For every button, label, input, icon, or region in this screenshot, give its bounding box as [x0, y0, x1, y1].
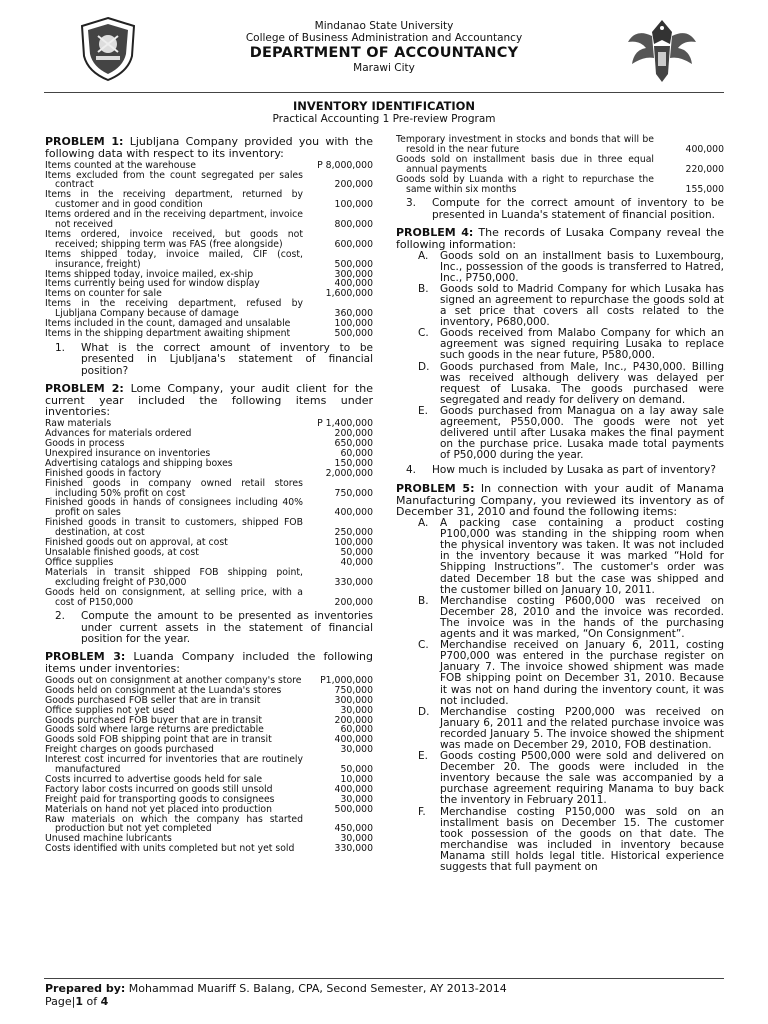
document-title-block [0, 100, 768, 125]
item-amount: 750,000 [334, 684, 373, 696]
table-row [45, 299, 373, 319]
item-description: Freight paid for transporting goods to consignees [45, 793, 275, 805]
item-description: Goods sold FOB shipping point that are in transit [45, 734, 272, 746]
item-amount: 360,000 [334, 308, 373, 320]
item-amount: 400,000 [334, 734, 373, 746]
item-amount: 300,000 [334, 268, 373, 280]
item-amount: 500,000 [334, 258, 373, 270]
item-amount: 750,000 [334, 487, 373, 499]
item-amount: 30,000 [340, 704, 373, 716]
item-description: Raw materials on which the company has started production but not yet completed [45, 813, 303, 835]
prepared-by: Prepared by: Mohammad Muariff S. Balang, CPA, Second Semester, AY 2013-2014 [45, 982, 507, 995]
item-amount: 100,000 [334, 318, 373, 330]
item-description: Goods purchased FOB buyer that are in transit [45, 714, 262, 726]
item-amount: 50,000 [340, 764, 373, 776]
table-row [45, 210, 373, 230]
item-amount: 600,000 [334, 238, 373, 250]
item-description: Costs identified with units completed but not yet sold [45, 843, 295, 855]
item-amount: 300,000 [334, 694, 373, 706]
table-row [396, 155, 724, 175]
item-amount: 1,600,000 [325, 288, 373, 300]
problem-1-intro: PROBLEM 1: Ljubljana Company provided you with the following data with respect to its inventory: [45, 135, 373, 160]
list-item [406, 640, 724, 707]
problem-4-question: 4. How much is included by Lusaka as part of inventory? [406, 464, 716, 477]
right-column [396, 134, 724, 873]
item-amount: 40,000 [340, 556, 373, 568]
item-description: Goods sold on installment basis due in three equal annual payments [396, 153, 654, 175]
item-description: Raw materials [45, 418, 112, 430]
list-item-text: Merchandise costing P600,000 was received on December 28, 2010 and the invoice was recorded. The invoice was in the hands of the purchasing agents and it was marked, “On Consignment”. [440, 594, 724, 641]
list-item-text: Goods purchased from Male, Inc., P430,000. Billing was received although delivery was delayed per request of Lusaka. The goods purchased were segregated and ready for delivery on demand. [440, 360, 724, 406]
city-name: Marawi City [353, 62, 415, 74]
table-row [45, 329, 373, 339]
list-item-letter: D. [418, 705, 430, 718]
table-row [45, 568, 373, 588]
item-amount: 30,000 [340, 793, 373, 805]
item-amount: P 8,000,000 [317, 159, 373, 171]
problem-3-items-left [45, 676, 373, 854]
problem-3-intro: PROBLEM 3: Luanda Company included the following items under inventories: [45, 650, 374, 676]
list-item [406, 707, 724, 751]
item-amount: 60,000 [340, 724, 373, 736]
item-description: Goods out on consignment at another company's store [45, 674, 302, 686]
list-item [406, 362, 724, 406]
item-description: Items counted at the warehouse [45, 159, 196, 171]
item-description: Goods held on consignment at the Luanda's stores [45, 684, 282, 696]
item-amount: 2,000,000 [325, 467, 373, 479]
item-description: Items excluded from the count segregated per sales contract [45, 169, 303, 191]
list-item [406, 251, 724, 284]
list-item-letter: B. [418, 282, 429, 295]
item-amount: 330,000 [334, 843, 373, 855]
item-description: Finished goods in hands of consignees including 40% profit on sales [45, 497, 303, 519]
list-item-letter: E. [418, 750, 428, 763]
item-amount: 50,000 [340, 546, 373, 558]
list-item-letter: C. [418, 639, 429, 652]
item-description: Items in the receiving department, returned by customer and in good condition [45, 189, 303, 211]
list-item-text: Goods costing P500,000 were sold and delivered on December 20. The goods were included in the inventory because the sale was accompanied by a purchase agreement requiring Manama to buy back the inventory in February 2011. [440, 750, 724, 807]
item-amount: 100,000 [334, 537, 373, 549]
problem-2-intro: PROBLEM 2: Lome Company, your audit client for the current year included the following items under inventories: [45, 381, 373, 419]
table-row [45, 190, 373, 210]
table-row [45, 844, 373, 854]
item-description: Items in the shipping department awaiting shipment [45, 328, 291, 339]
list-item-letter: E. [418, 404, 428, 417]
list-item-text: Merchandise costing P150,000 was sold on an installment basis on December 15. The customer took possession of the goods on that date. The merchandise was included in inventory because Manama still holds legal title. Historical experience suggests that full payment on [440, 805, 724, 873]
list-item-letter: A. [418, 517, 429, 530]
problem-1-question: 1. What is the correct amount of inventory to be presented in Ljubljana's statement of financial position? [55, 341, 373, 377]
list-item-text: Goods purchased from Managua on a lay away sale agreement, P550,000. The goods were not yet delivered until after Lusaka makes the final payment on the purchase price. Lusaka made total payments of P50,000 during the year. [440, 404, 724, 462]
university-name: Mindanao State University [314, 20, 454, 32]
list-item [406, 751, 724, 806]
item-amount: P1,000,000 [320, 674, 373, 686]
item-description: Office supplies [45, 556, 114, 568]
item-amount: 10,000 [340, 773, 373, 785]
table-row [45, 588, 373, 608]
item-amount: 330,000 [334, 576, 373, 588]
item-amount: 200,000 [334, 596, 373, 608]
table-row [45, 755, 373, 775]
list-item-letter: A. [418, 249, 429, 262]
item-description: Factory labor costs incurred on goods still unsold [45, 783, 273, 795]
item-description: Temporary investment in stocks and bonds that will be resold in the near future [396, 134, 654, 155]
list-item-text: Goods sold to Madrid Company for which Lusaka has signed an agreement to repurchase the goods sold at a set price that covers all costs related to the inventory, P680,000. [440, 282, 724, 329]
item-description: Interest cost incurred for inventories that are routinely manufactured [45, 754, 303, 776]
problem-3-items-right [396, 135, 724, 194]
item-description: Finished goods in factory [45, 467, 162, 479]
item-description: Unused machine lubricants [45, 833, 172, 845]
item-description: Items shipped today, invoice mailed, ex-ship [45, 268, 254, 280]
item-amount: 100,000 [334, 199, 373, 211]
item-amount: 30,000 [340, 744, 373, 756]
list-item [406, 596, 724, 640]
item-amount: 800,000 [334, 219, 373, 231]
item-amount: 60,000 [340, 447, 373, 459]
item-description: Goods purchased FOB seller that are in transit [45, 694, 261, 706]
table-row [45, 479, 373, 499]
item-amount: 650,000 [334, 438, 373, 449]
list-item-letter: B. [418, 594, 429, 607]
table-row [45, 171, 373, 191]
table-row [396, 175, 724, 195]
item-description: Items in the receiving department, refused by Ljubljana Company because of damage [45, 298, 303, 320]
item-description: Office supplies not yet used [45, 704, 175, 716]
item-amount: 500,000 [334, 803, 373, 815]
table-row [45, 161, 373, 171]
left-column [45, 136, 373, 854]
item-amount: 400,000 [685, 143, 724, 155]
item-amount: 400,000 [334, 783, 373, 795]
table-row [45, 518, 373, 538]
list-item-text: A packing case containing a product costing P100,000 was standing in the shipping room when the physical inventory was taken. It was not included in the inventory because it was marked “Hold for Shipping Instructions”. The customer's order was dated December 18 but the case was shipped and the customer billed on January 10, 2011. [440, 517, 724, 596]
item-description: Items on counter for sale [45, 288, 162, 300]
table-row [45, 250, 373, 270]
problem-4-list [396, 251, 724, 462]
list-item [406, 328, 724, 361]
list-item-letter: F. [418, 805, 426, 818]
item-amount: P 1,400,000 [317, 418, 373, 430]
problem-5-intro: PROBLEM 5: In connection with your audit of Manama Manufacturing Company, you reviewed its inventory as of December 31, 2010 and found the following items: [396, 481, 725, 519]
item-description: Goods sold where large returns are predictable [45, 724, 264, 736]
item-amount: 450,000 [334, 823, 373, 835]
item-description: Goods in process [45, 438, 125, 449]
list-item [406, 518, 724, 596]
item-description: Unexpired insurance on inventories [45, 447, 211, 459]
list-item-letter: D. [418, 360, 430, 373]
list-item-text: Merchandise costing P200,000 was received on January 6, 2011 and the related purchase invoice was recorded January 5. The invoice showed the shipment was made on December 29, 2010, FOB destination. [440, 705, 724, 751]
item-description: Materials in transit shipped FOB shipping point, excluding freight of P30,000 [45, 566, 303, 588]
problem-4-intro: PROBLEM 4: The records of Lusaka Company reveal the following information: [396, 226, 724, 251]
list-item-letter: C. [418, 327, 429, 340]
item-description: Items ordered, invoice received, but goods not received; shipping term was FAS (free alongside) [45, 228, 303, 250]
item-amount: 200,000 [334, 714, 373, 726]
item-amount: 500,000 [334, 328, 373, 339]
item-description: Finished goods out on approval, at cost [45, 537, 228, 549]
letterhead [0, 20, 768, 74]
item-amount: 155,000 [685, 183, 724, 195]
problem-2-items [45, 419, 373, 607]
item-amount: 200,000 [334, 179, 373, 191]
table-row [45, 815, 373, 835]
table-row [396, 135, 724, 155]
item-description: Advertising catalogs and shipping boxes [45, 457, 233, 469]
table-row [45, 230, 373, 250]
list-item-text: Goods sold on an installment basis to Luxembourg, Inc., possession of the goods is transferred to Hatred, Inc., P750,000. [440, 249, 724, 284]
list-item [406, 807, 724, 874]
item-description: Unsalable finished goods, at cost [45, 546, 199, 558]
item-description: Goods held on consignment, at selling price, with a cost of P150,000 [45, 586, 303, 608]
item-amount: 200,000 [334, 428, 373, 440]
item-description: Items shipped today, invoice mailed, CIF (cost, insurance, freight) [45, 248, 303, 270]
college-name: College of Business Administration and Accountancy [245, 32, 523, 44]
list-item [406, 284, 724, 328]
document-subtitle: Practical Accounting 1 Pre-review Program [272, 113, 496, 125]
department-name: DEPARTMENT OF ACCOUNTANCY [249, 45, 519, 61]
item-amount: 400,000 [334, 278, 373, 290]
page-number: Page|1 of 4 [45, 995, 109, 1008]
problem-5-list [396, 518, 724, 873]
footer-rule [44, 978, 724, 979]
item-description: Finished goods in transit to customers, shipped FOB destination, at cost [45, 517, 303, 539]
problem-2-question: 2. Compute the amount to be presented as inventories under current assets in the statement of financial position for the year. [55, 610, 373, 645]
header-rule [44, 92, 724, 93]
document-title: INVENTORY IDENTIFICATION [293, 99, 475, 113]
item-description: Items ordered and in the receiving department, invoice not received [45, 209, 303, 231]
item-description: Costs incurred to advertise goods held for sale [45, 773, 263, 785]
item-amount: 400,000 [334, 507, 373, 519]
item-description: Items currently being used for window display [45, 278, 260, 290]
item-description: Goods sold by Luanda with a right to repurchase the same within six months [396, 173, 654, 195]
item-amount: 150,000 [334, 457, 373, 469]
item-amount: 250,000 [334, 527, 373, 539]
list-item-text: Merchandise received on January 6, 2011, costing P700,000 was entered in the purchase register on January 7. The invoice showed shipment was made FOB shipping point on December 31, 2010. Because it was not on hand during the inventory count, it was not included. [440, 639, 724, 707]
item-description: Items included in the count, damaged and unsalable [45, 318, 291, 330]
problem-3-question: 3. Compute for the correct amount of inventory to be presented in Luanda's statement of financial position. [406, 197, 724, 221]
problem-1-items [45, 161, 373, 339]
table-row [45, 498, 373, 518]
list-item-text: Goods received from Malabo Company for which an agreement was signed requiring Lusaka to replace such goods in the near future, P580,000. [440, 327, 724, 362]
item-description: Finished goods in company owned retail stores including 50% profit on cost [45, 477, 303, 499]
item-description: Freight charges on goods purchased [45, 744, 214, 756]
item-amount: 220,000 [685, 163, 724, 175]
item-description: Materials on hand not yet placed into production [45, 803, 272, 815]
list-item [406, 406, 724, 461]
item-amount: 30,000 [340, 833, 373, 845]
item-description: Advances for materials ordered [45, 428, 192, 440]
